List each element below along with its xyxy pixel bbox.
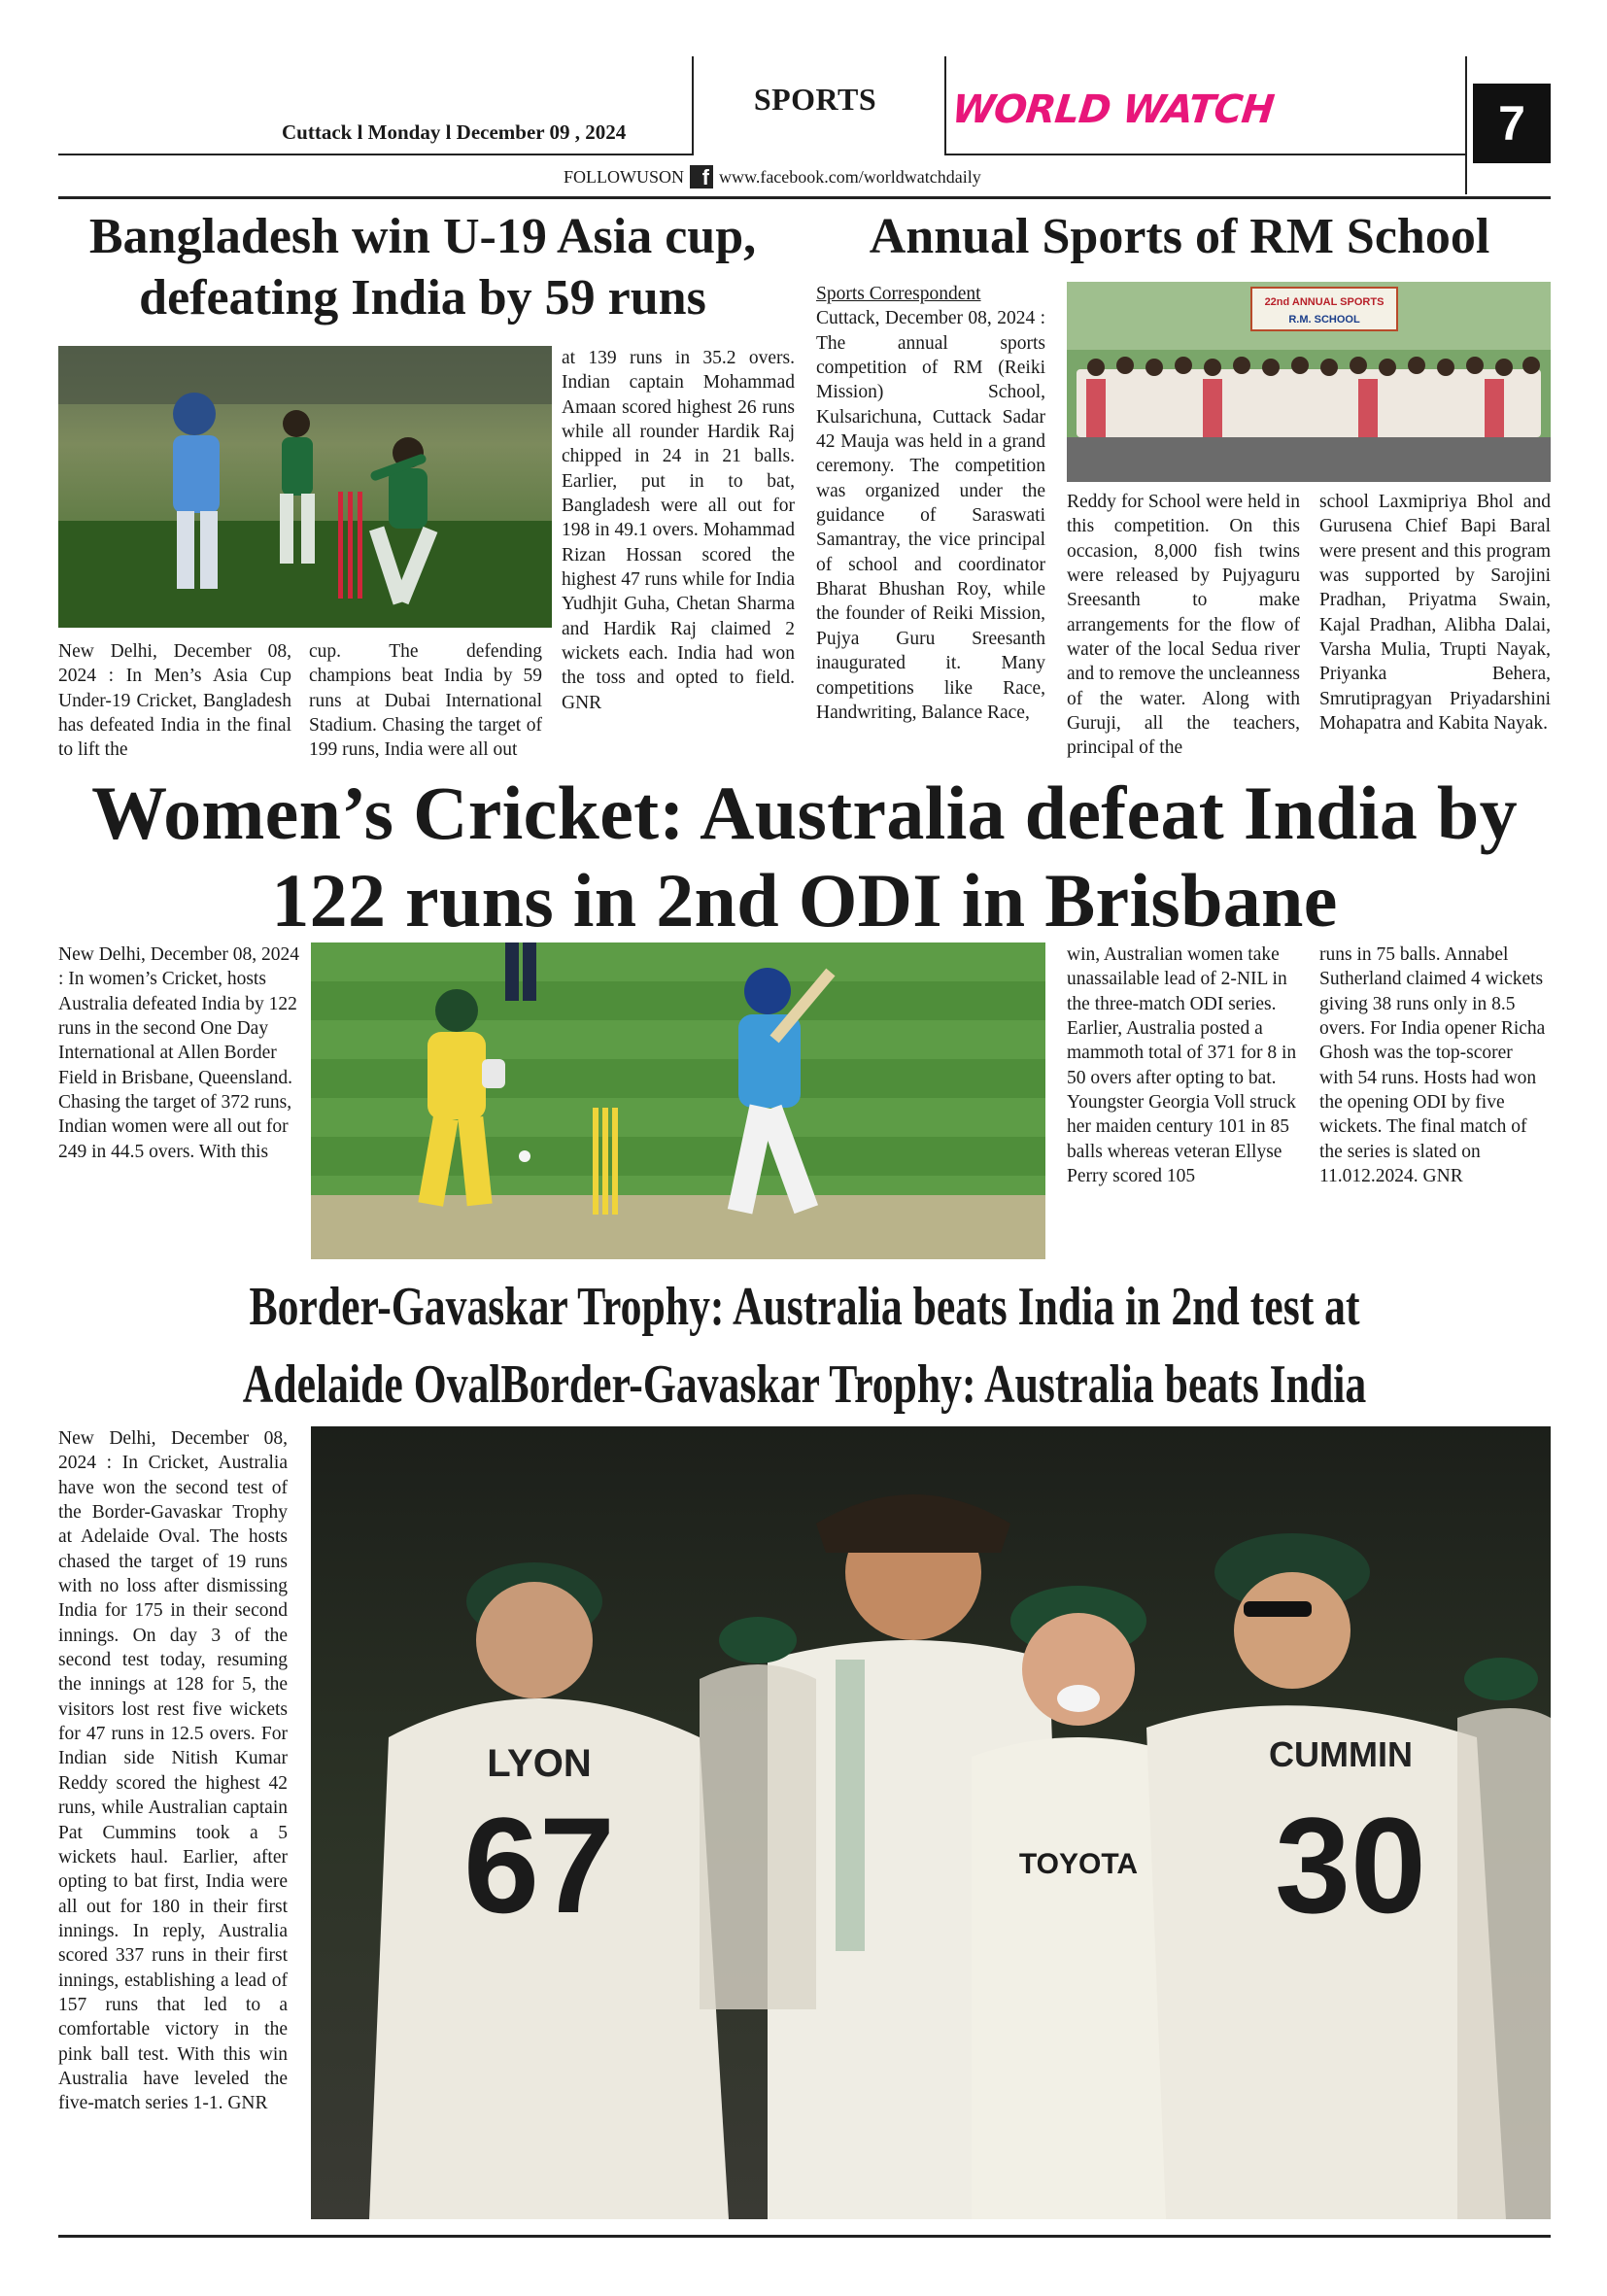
womens-body-col2: win, Australian women take unassailable lead of 2-NIL in the three-match ODI series. Earlier, Australia posted a mammoth total of 371 for 8 in 50 overs after opting to bat. Youngster Georgia Voll struck her maiden century 101 in 85 balls whereas veteran Ellyse Perry scored 105 — [1067, 944, 1297, 1187]
section-label: SPORTS — [753, 82, 877, 117]
rm-school-headline: Annual Sports of RM School — [869, 209, 1490, 264]
follow-label: FOLLOWUSON — [564, 166, 684, 187]
cummins-jersey-number: 30 — [1275, 1789, 1426, 1941]
lyon-jersey-name: LYON — [487, 1742, 592, 1785]
masthead-bottom-rule — [58, 196, 1551, 199]
facebook-icon: f — [690, 165, 713, 188]
bangladesh-headline: Bangladesh win U-19 Asia cup, defeating India by 59 runs — [88, 209, 757, 326]
border-gavaskar-headline: Border-Gavaskar Trophy: Australia beats India in 2nd test at Adelaide OvalBorder-Gavaskar Trophy: Australia beats India — [242, 1277, 1367, 1415]
bangladesh-body-col3: at 139 runs in 35.2 overs. Indian captain Mohammad Amaan scored highest 26 runs while all rounder Hardik Raj chipped in 24 in 21 balls. Earlier, put in to bat, Bangladesh were all out for 198 in 49.1 overs. Mohammad Rizan Hossan scored the highest 47 runs while for India Yudhjit Guha, Chetan Sharma and Hardik Raj claimed 2 wickets each. India had won the toss and opted to field. GNR — [562, 348, 795, 713]
womens-body-col3: runs in 75 balls. Annabel Sutherland claimed 4 wickets giving 38 runs only in 8.5 overs. For India opener Richa Ghosh was the top-scorer with 54 runs. Hosts had won the opening ODI by five wickets. The final match of the series is slated on 11.012.2024. GNR — [1319, 944, 1546, 1187]
australia-team-celebration-photo — [311, 1426, 1551, 2219]
masthead-top-rule — [58, 154, 694, 155]
womens-cricket-photo — [311, 942, 1045, 1259]
rm-school-group-photo — [1067, 282, 1551, 482]
cummins-jersey-name: CUMMIN — [1269, 1734, 1413, 1774]
womens-body-col1: New Delhi, December 08, 2024 : In women’s Cricket, hosts Australia defeated India by 122 runs in the second One Day International at Allen Border Field in Brisbane, Queensland. Chasing the target of 372 runs, Indian women were all out for 249 in 44.5 overs. With this — [58, 944, 300, 1162]
page-bottom-rule — [58, 2235, 1551, 2238]
page-number-divider — [1465, 56, 1467, 194]
world-watch-logo[interactable]: WORLD WATCH — [949, 87, 1276, 132]
masthead-divider-right — [944, 56, 946, 155]
banner-line2: R.M. SCHOOL — [1288, 314, 1360, 326]
bangladesh-celebration-photo — [58, 346, 552, 628]
sponsor-logo: TOYOTA — [1018, 1848, 1139, 1880]
bangladesh-body-col1: New Delhi, December 08, 2024 : In Men’s Asia Cup Under-19 Cricket, Bangladesh has defeated India in the final to lift the — [58, 641, 291, 761]
border-gavaskar-body: New Delhi, December 08, 2024 : In Cricket, Australia have won the second test of the Border-Gavaskar Trophy at Adelaide Oval. The hosts chased the target of 19 runs with no loss after dismissing India for 175 in their second innings. On day 3 of the second test today, resuming the innings at 128 for 5, the visitors lost rest five wickets for 47 runs in 12.5 overs. For Indian side Nitish Kumar Reddy scored the highest 42 runs, while Australian captain Pat Cummins took a 5 wickets haul. Earlier, after opting to bat first, India were all out for 180 in their first innings. In reply, Australia scored 337 runs in their first innings, establishing a lead of 157 runs that led to a comfortable victory in the pink ball test. With this win Australia have leveled the five-match series 1-1. GNR — [58, 1428, 288, 2114]
dateline: Cuttack l Monday l December 09 , 2024 — [282, 120, 627, 144]
womens-cricket-headline: Women’s Cricket: Australia defeat India by 122 runs in 2nd ODI in Brisbane — [91, 771, 1518, 942]
rm-school-body-col1 — [816, 282, 1045, 725]
rm-school-body-col2: Reddy for School were held in this competition. On this occasion, 8,000 fish twins were released by Pujyaguru Sreesanth to make arrangements for the flow of water of the local Sedua river and to remove the uncleanness of the water. Along with Guruji, all the teachers, principal of the — [1067, 492, 1300, 759]
rm-school-byline: Sports Correspondent — [816, 284, 981, 304]
follow-us-row[interactable] — [564, 165, 981, 188]
banner-line1: 22nd ANNUAL SPORTS — [1264, 296, 1385, 308]
rm-school-body-col3: school Laxmipriya Bhol and Gurusena Chief Bapi Baral were present and this program was supported by Sarojini Pradhan, Priyatma Swain, Kajal Pradhan, Alibha Dalai, Varsha Mulia, Trupti Nayak, Priyanka Behera, Smrutipragyan Priyadarshini Mohapatra and Kabita Nayak. — [1319, 492, 1551, 735]
rm-school-body-text1: Cuttack, December 08, 2024 : The annual sports competition of RM (Reiki Mission) School, Kulsarichuna, Cuttack Sadar 42 Mauja was held in a grand ceremony. The competition was organized under the guidance of Saraswati Samantray, the vice principal of school and coordinator Bharat Bhushan Roy, while the founder of Reiki Mission, Pujya Guru Sreesanth inaugurated it. Many competitions like Race, Handwriting, Balance Race, — [816, 308, 1045, 723]
lyon-jersey-number: 67 — [463, 1789, 615, 1941]
bangladesh-body-col2: cup. The defending champions beat India by 59 runs at Dubai International Stadium. Chasing the target of 199 runs, India were all out — [309, 641, 542, 761]
masthead-right-rule — [944, 154, 1465, 155]
page-number: 7 — [1473, 84, 1551, 163]
facebook-url-link[interactable]: www.facebook.com/worldwatchdaily — [719, 166, 981, 187]
